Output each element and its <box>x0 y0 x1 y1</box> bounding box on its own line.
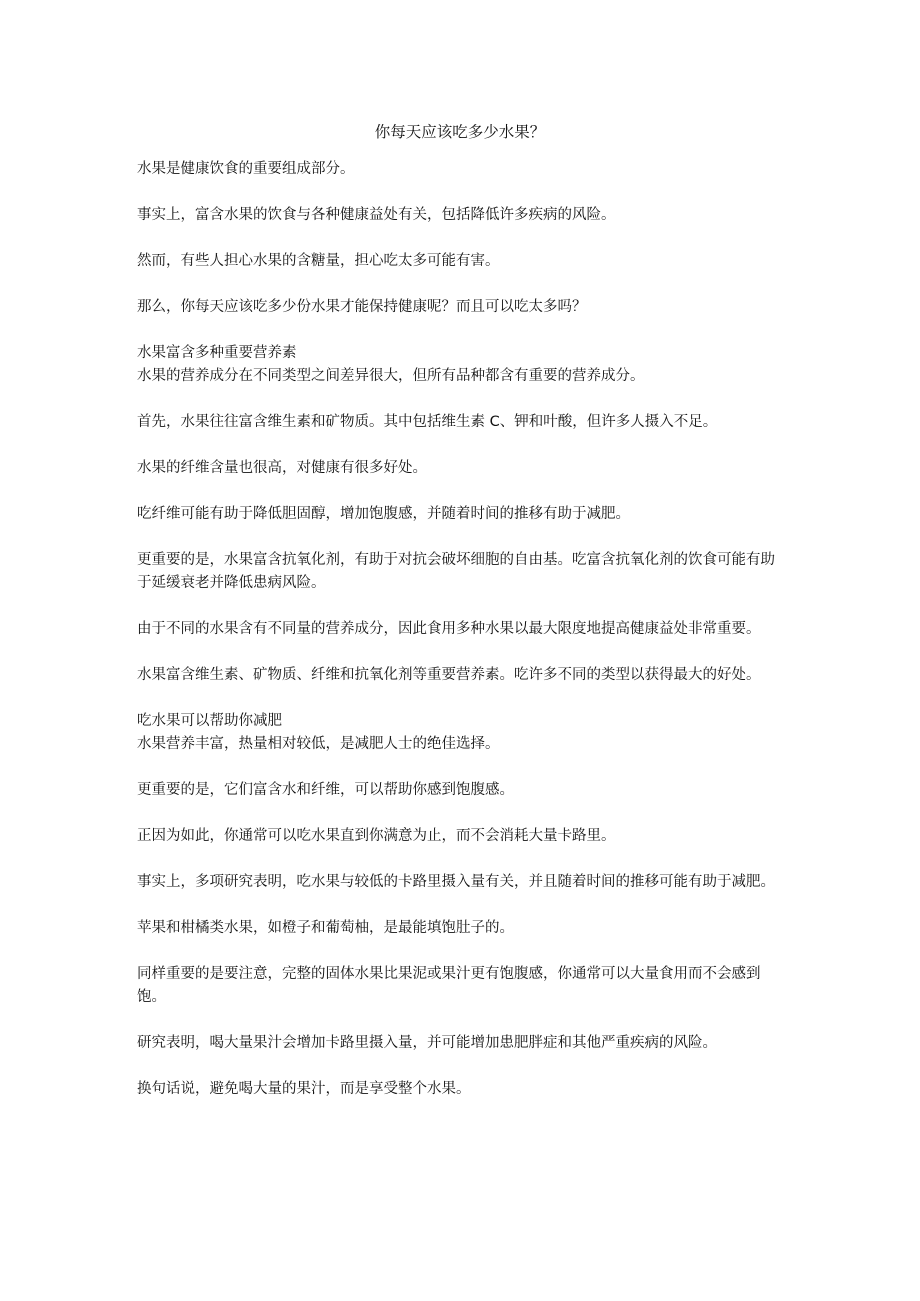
paragraph: 更重要的是，它们富含水和纤维，可以帮助你感到饱腹感。 <box>137 782 514 798</box>
paragraph: 由于不同的水果含有不同量的营养成分，因此食用多种水果以最大限度地提高健康益处非常重要。 <box>137 621 761 637</box>
paragraph: 水果富含维生素、矿物质、纤维和抗氧化剂等重要营养素。吃许多不同的类型以获得最大的好处。 <box>137 667 761 683</box>
paragraph: 同样重要的是要注意，完整的固体水果比果泥或果汁更有饱腹感，你通常可以大量食用而不会感到饱。 <box>137 966 761 1005</box>
paragraph: 首先，水果往往富含维生素和矿物质。其中包括维生素 C、钾和叶酸，但许多人摄入不足。 <box>137 414 718 430</box>
paragraph: 苹果和柑橘类水果，如橙子和葡萄柚，是最能填饱肚子的。 <box>137 920 514 936</box>
paragraph: 然而，有些人担心水果的含糖量，担心吃太多可能有害。 <box>137 253 500 269</box>
paragraph: 正因为如此，你通常可以吃水果直到你满意为止，而不会消耗大量卡路里。 <box>137 828 616 844</box>
section-heading: 吃水果可以帮助你减肥 <box>137 713 282 729</box>
paragraph: 水果的营养成分在不同类型之间差异很大，但所有品种都含有重要的营养成分。 <box>137 368 645 384</box>
paragraph: 事实上，多项研究表明，吃水果与较低的卡路里摄入量有关，并且随着时间的推移可能有助于减肥。 <box>137 874 775 890</box>
section-heading: 水果富含多种重要营养素 <box>137 345 297 361</box>
paragraph: 水果的纤维含量也很高，对健康有很多好处。 <box>137 460 427 476</box>
document-body <box>137 158 787 1101</box>
paragraph: 研究表明，喝大量果汁会增加卡路里摄入量，并可能增加患肥胖症和其他严重疾病的风险。 <box>137 1035 717 1051</box>
paragraph: 更重要的是，水果富含抗氧化剂，有助于对抗会破坏细胞的自由基。吃富含抗氧化剂的饮食可能有助于延缓衰老并降低患病风险。 <box>137 552 775 591</box>
paragraph: 那么，你每天应该吃多少份水果才能保持健康呢？而且可以吃太多吗？ <box>137 299 587 315</box>
paragraph: 换句话说，避免喝大量的果汁，而是享受整个水果。 <box>137 1081 471 1097</box>
paragraph: 水果是健康饮食的重要组成部分。 <box>137 161 355 177</box>
paragraph: 水果营养丰富，热量相对较低，是减肥人士的绝佳选择。 <box>137 736 500 752</box>
paragraph: 吃纤维可能有助于降低胆固醇，增加饱腹感，并随着时间的推移有助于减肥。 <box>137 506 630 522</box>
document-title: 你每天应该吃多少水果？ <box>374 123 546 141</box>
paragraph: 事实上，富含水果的饮食与各种健康益处有关，包括降低许多疾病的风险。 <box>137 207 616 223</box>
